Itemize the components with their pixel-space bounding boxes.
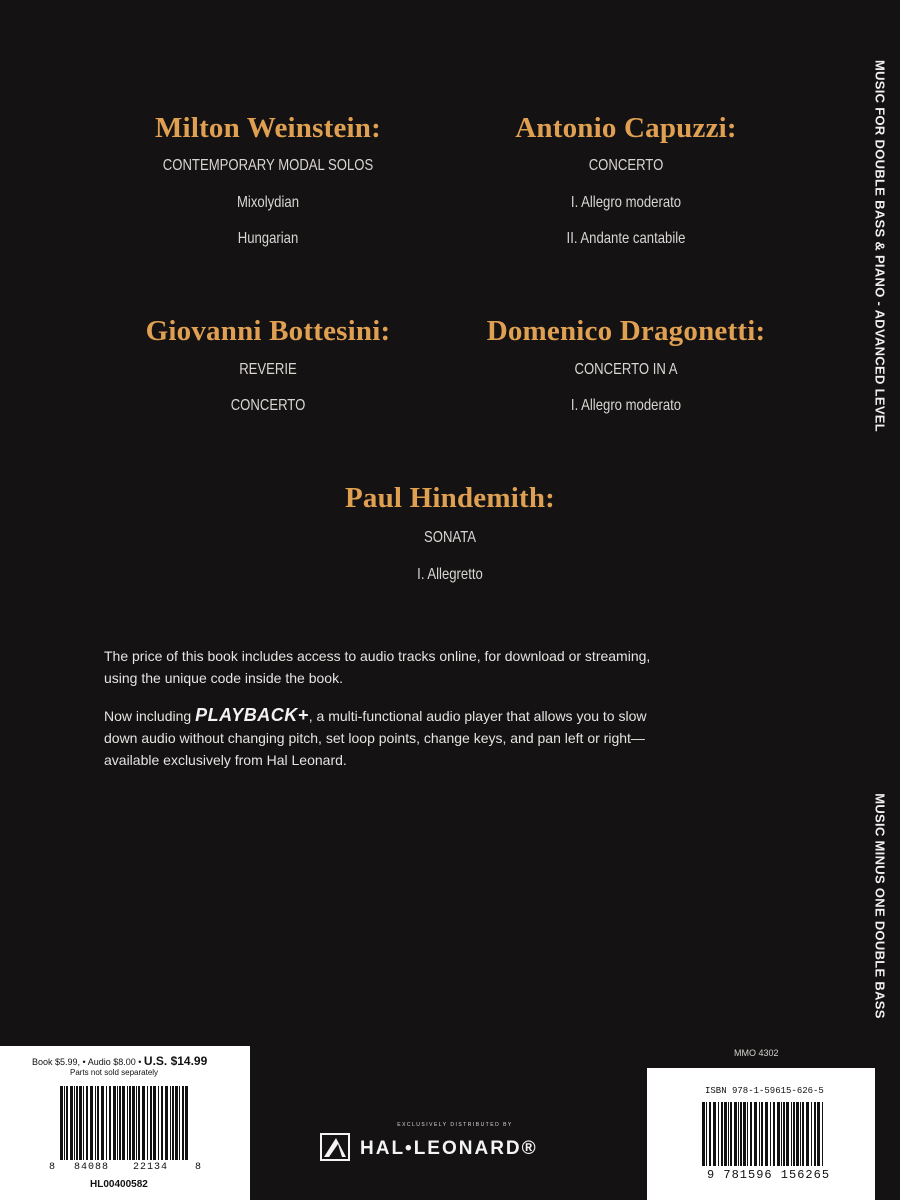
work-title: SONATA — [423, 529, 476, 546]
blurb-line: The price of this book includes access to audio tracks online, for download or streaming, — [104, 648, 651, 664]
isbn-label — [647, 1068, 875, 1200]
distributed-by: EXCLUSIVELY DISTRIBUTED BY — [397, 1122, 513, 1128]
spine-title-top: MUSIC FOR DOUBLE BASS & PIANO - ADVANCED LEVEL — [872, 59, 888, 433]
price-breakdown: Book $5.99, • Audio $8.00 • — [32, 1057, 142, 1067]
work-title: CONCERTO — [230, 397, 306, 414]
composer-dragonetti: Domenico Dragonetti: — [486, 315, 766, 347]
composer-bottesini: Giovanni Bottesini: — [145, 315, 391, 347]
catalog-code: MMO 4302 — [734, 1048, 779, 1058]
price-total: U.S. $14.99 — [143, 1054, 208, 1068]
blurb-rest: , a multi-functional audio player that allows you to slow — [308, 708, 647, 724]
upc-left-digits: 84088 — [74, 1162, 110, 1173]
audio-access-paragraph — [104, 645, 784, 689]
isbn-barcode-icon — [702, 1102, 826, 1168]
work-movement: I. Allegro moderato — [570, 194, 682, 211]
work-movement: Mixolydian — [237, 194, 299, 211]
hal-leonard-logo — [320, 1132, 582, 1162]
work-title: CONCERTO — [588, 157, 664, 174]
blurb-prefix: Now including — [104, 708, 196, 724]
work-movement: II. Andante cantabile — [566, 230, 686, 247]
work-movement: I. Allegro moderato — [570, 397, 682, 414]
composer-capuzzi: Antonio Capuzzi: — [515, 112, 737, 144]
upc-right-digits: 22134 — [133, 1162, 169, 1173]
spine-title-bottom: MUSIC MINUS ONE DOUBLE BASS — [872, 793, 888, 1019]
playback-paragraph — [104, 704, 784, 771]
hal-leonard-mark-icon — [320, 1132, 352, 1162]
upc-last-digit: 8 — [195, 1162, 203, 1173]
price-line — [32, 1054, 207, 1068]
upc-barcode-icon — [60, 1086, 192, 1164]
work-movement: Hungarian — [237, 230, 299, 247]
price-label — [0, 1046, 250, 1200]
isbn-digits: 9 781596 156265 — [707, 1168, 831, 1182]
blurb-line: using the unique code inside the book. — [104, 670, 343, 686]
item-code: HL00400582 — [90, 1179, 148, 1190]
work-title: REVERIE — [239, 361, 297, 378]
publisher-name: HAL•LEONARD® — [360, 1138, 538, 1159]
work-title: CONCERTO IN A — [574, 361, 678, 378]
blurb-line — [104, 704, 784, 727]
price-note: Parts not sold separately — [70, 1068, 159, 1077]
composer-weinstein: Milton Weinstein: — [154, 112, 381, 144]
upc-first-digit: 8 — [49, 1162, 57, 1173]
composer-hindemith: Paul Hindemith: — [344, 482, 556, 514]
work-movement: I. Allegretto — [417, 566, 483, 583]
playback-plus-logo: PLAYBACK+ — [195, 705, 309, 725]
blurb-line: down audio without changing pitch, set loop points, change keys, and pan left or right— — [104, 730, 645, 746]
isbn-number: ISBN 978-1-59615-626-5 — [705, 1086, 824, 1096]
blurb-line: available exclusively from Hal Leonard. — [104, 752, 347, 768]
work-title: CONTEMPORARY MODAL SOLOS — [162, 157, 374, 174]
